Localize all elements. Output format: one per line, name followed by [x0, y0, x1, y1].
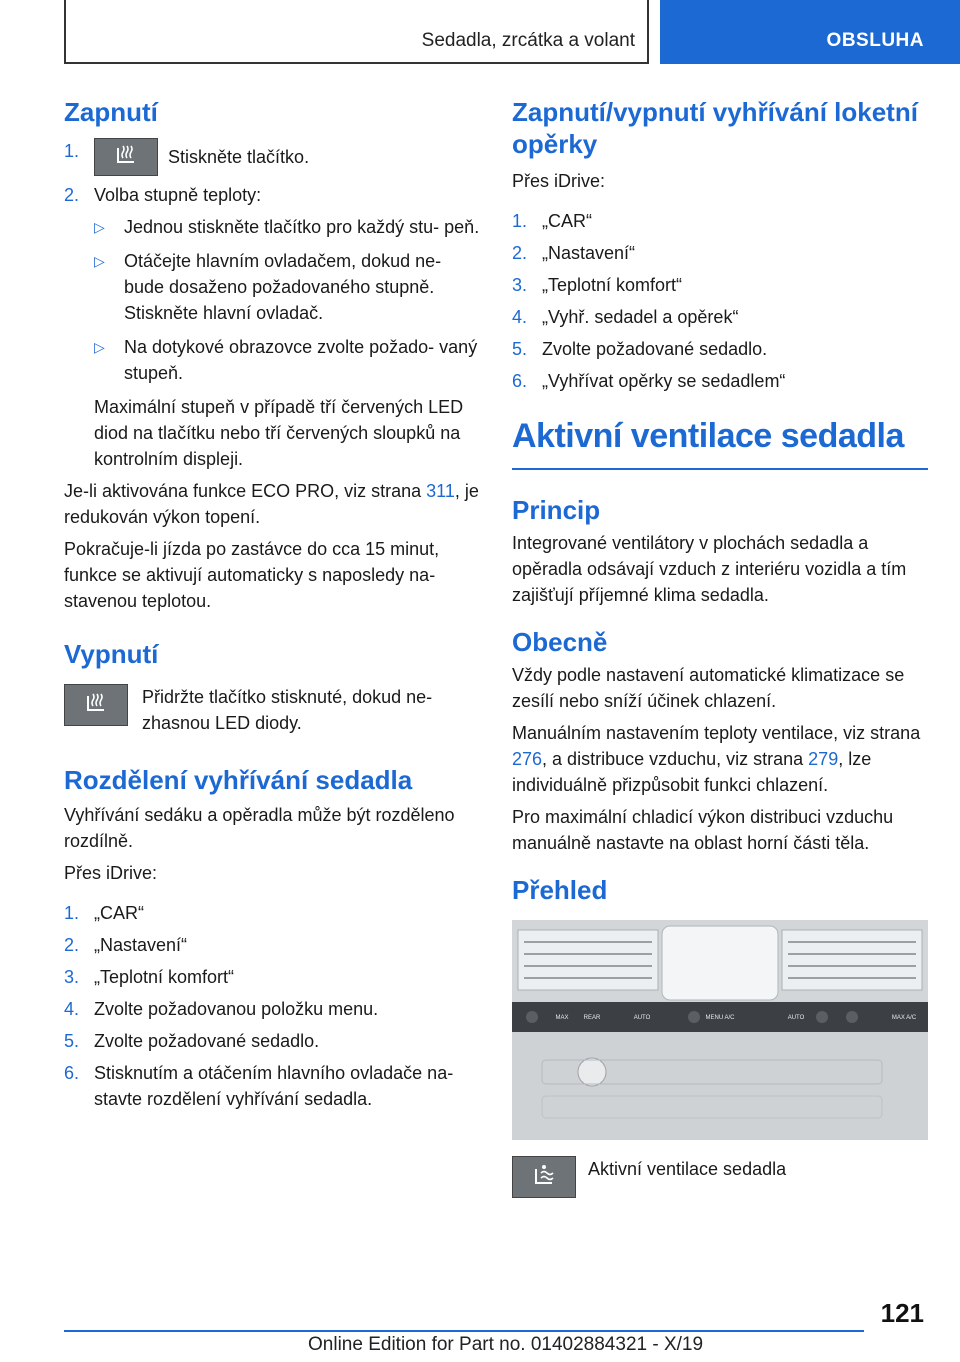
- heading-zapnuti: Zapnutí: [64, 97, 158, 127]
- seat-heating-icon: [82, 692, 110, 718]
- footer-edition: Online Edition for Part no. 01402884321 - X/19: [308, 1334, 704, 1355]
- obecne-p2: Manuálním nastavením teploty ventilace, viz strana 276, a distribuce vzduchu, viz strana 279, lze individuálně přizpůsobit funkci chlazení.: [512, 723, 921, 795]
- steps-rozdeleni: [64, 900, 482, 1112]
- page-link[interactable]: 276: [512, 749, 543, 769]
- dash-button-label: MENU A/C: [705, 1015, 735, 1021]
- page-link[interactable]: 311: [426, 481, 455, 501]
- max-note: Maximální stupeň v případě tří červených LED diod na tlačítku nebo tří červených sloupků na kontrolním displeji.: [94, 397, 464, 469]
- rozdeleni-intro: Vyhřívání sedáku a opěradla může být rozděleno rozdílně.: [64, 805, 455, 851]
- continue-paragraph: Pokračuje-li jízda po zastávce do cca 15 minut, funkce se aktivují automaticky s naposledy na- stavenou teplotou.: [64, 539, 440, 611]
- page-link[interactable]: 279: [808, 749, 839, 769]
- right-column: [512, 96, 928, 1206]
- tab-label: OBSLUHA: [826, 30, 924, 51]
- dash-button-label: AUTO: [787, 1015, 805, 1021]
- seat-heating-button-image: [94, 138, 158, 176]
- heading-ventilace: Aktivní ventilace sedadla: [512, 416, 928, 470]
- seat-heating-button-image: [64, 684, 128, 726]
- list-item: 2. „Nastavení“: [512, 243, 636, 263]
- dash-button-label: REAR: [583, 1015, 601, 1021]
- ventilation-icon-row: [512, 1156, 928, 1198]
- seat-vent-icon: [526, 1011, 538, 1023]
- list-item: 6. Stisknutím a otáčením hlavního ovladače na- stavte rozdělení vyhřívání sedadla.: [64, 1063, 454, 1109]
- list-item: 2. „Nastavení“: [64, 935, 188, 955]
- obecne-p1: Vždy podle nastavení automatické klimatizace se zesílí nebo sníží účinek chlazení.: [512, 665, 905, 711]
- seat-ventilation-icon: [530, 1163, 558, 1191]
- dash-button-label: MAX: [555, 1015, 569, 1021]
- triangle-bullet-icon: ▷: [94, 219, 105, 235]
- steps-zapnuti: [64, 138, 482, 472]
- ventilation-caption: Aktivní ventilace sedadla: [588, 1159, 787, 1179]
- eco-paragraph: Je-li aktivována funkce ECO PRO, viz strana 311, je redukován výkon topení.: [64, 481, 479, 527]
- heading-obecne: Obecně: [512, 627, 608, 657]
- list-item: 3. „Teplotní komfort“: [64, 967, 235, 987]
- steps-loketni: [512, 208, 928, 394]
- heading-rozdeleni: Rozdělení vyhřívání sedadla: [64, 765, 413, 795]
- list-item: 3. „Teplotní komfort“: [512, 275, 683, 295]
- recirculation-icon: [846, 1011, 858, 1023]
- list-item: 1. Stiskněte tlačítko.: [64, 138, 482, 176]
- seat-heat-icon: [688, 1011, 700, 1023]
- seat-ventilation-button-image: [512, 1156, 576, 1198]
- heading-loketni: Zapnutí/vypnutí vyhřívání loketní opěrky: [512, 97, 918, 159]
- heading-prehled: Přehled: [512, 875, 608, 905]
- dashboard-illustration: [512, 920, 928, 1140]
- list-item: 5. Zvolte požadované sedadlo.: [512, 339, 768, 359]
- page-number: 121: [880, 1298, 924, 1328]
- bullet-item: ▷ Na dotykové obrazovce zvolte požado- vaný stupeň.: [94, 334, 482, 386]
- footer-divider: [64, 1330, 864, 1332]
- dash-button-label: AUTO: [633, 1015, 651, 1021]
- header-section-box: [64, 0, 649, 64]
- list-item: 5. Zvolte požadované sedadlo.: [64, 1031, 320, 1051]
- list-item: 4. Zvolte požadovanou položku menu.: [64, 999, 379, 1019]
- vypnuti-row: [64, 684, 482, 736]
- list-item: 6. „Vyhřívat opěrky se sedadlem“: [512, 371, 786, 391]
- seat-heating-icon: [112, 144, 140, 170]
- section-title: Sedadla, zrcátka a volant: [421, 30, 635, 51]
- bullet-item: ▷ Jednou stiskněte tlačítko pro každý stu- peň.: [94, 214, 482, 240]
- list-item: 1. „CAR“: [512, 211, 592, 231]
- fan-icon: [816, 1011, 828, 1023]
- obecne-p3: Pro maximální chladicí výkon distribuci vzduchu manuálně nastavte na oblast horní části těla.: [512, 807, 894, 853]
- via-idrive: Přes iDrive:: [64, 863, 158, 883]
- heading-vypnuti: Vypnutí: [64, 639, 159, 669]
- heading-princip: Princip: [512, 495, 601, 525]
- via-idrive: Přes iDrive:: [512, 171, 606, 191]
- list-item: 1. „CAR“: [64, 903, 144, 923]
- triangle-bullet-icon: ▷: [94, 339, 105, 355]
- vypnuti-text: Přidržte tlačítko stisknuté, dokud ne- zhasnou LED diody.: [142, 687, 433, 733]
- dashboard-photo: [512, 920, 928, 1140]
- list-item: 4. „Vyhř. sedadel a opěrek“: [512, 307, 739, 327]
- left-column: [64, 96, 482, 1118]
- princip-text: Integrované ventilátory v plochách sedadla a opěradla odsávají vzduch z interiéru vozidla a tím zajišťují příjemné klima sedadla.: [512, 533, 907, 605]
- bullet-list: [94, 214, 482, 386]
- dash-button-label: MAX A/C: [891, 1015, 917, 1021]
- header-tab[interactable]: [660, 0, 960, 64]
- bullet-item: ▷ Otáčejte hlavním ovladačem, dokud ne- bude dosaženo požadovaného stupně. Stiskněte hlavní ovladač.: [94, 248, 482, 326]
- list-item: 2. Volba stupně teploty: ▷ Jednou stiskněte tlačítko pro každý stu- peň. ▷ Otáčejte hlavním ovladačem, dokud ne- bude dosaženo požadovaného stupně. Stiskněte hlavní ovladač. ▷ Na dotykové obrazovce zvolte požado- vaný stupeň. Maximální stupeň v případě tří červených LED diod na tlačítku nebo tří červených sloupků na kontrolním displeji.: [64, 182, 482, 472]
- triangle-bullet-icon: ▷: [94, 253, 105, 269]
